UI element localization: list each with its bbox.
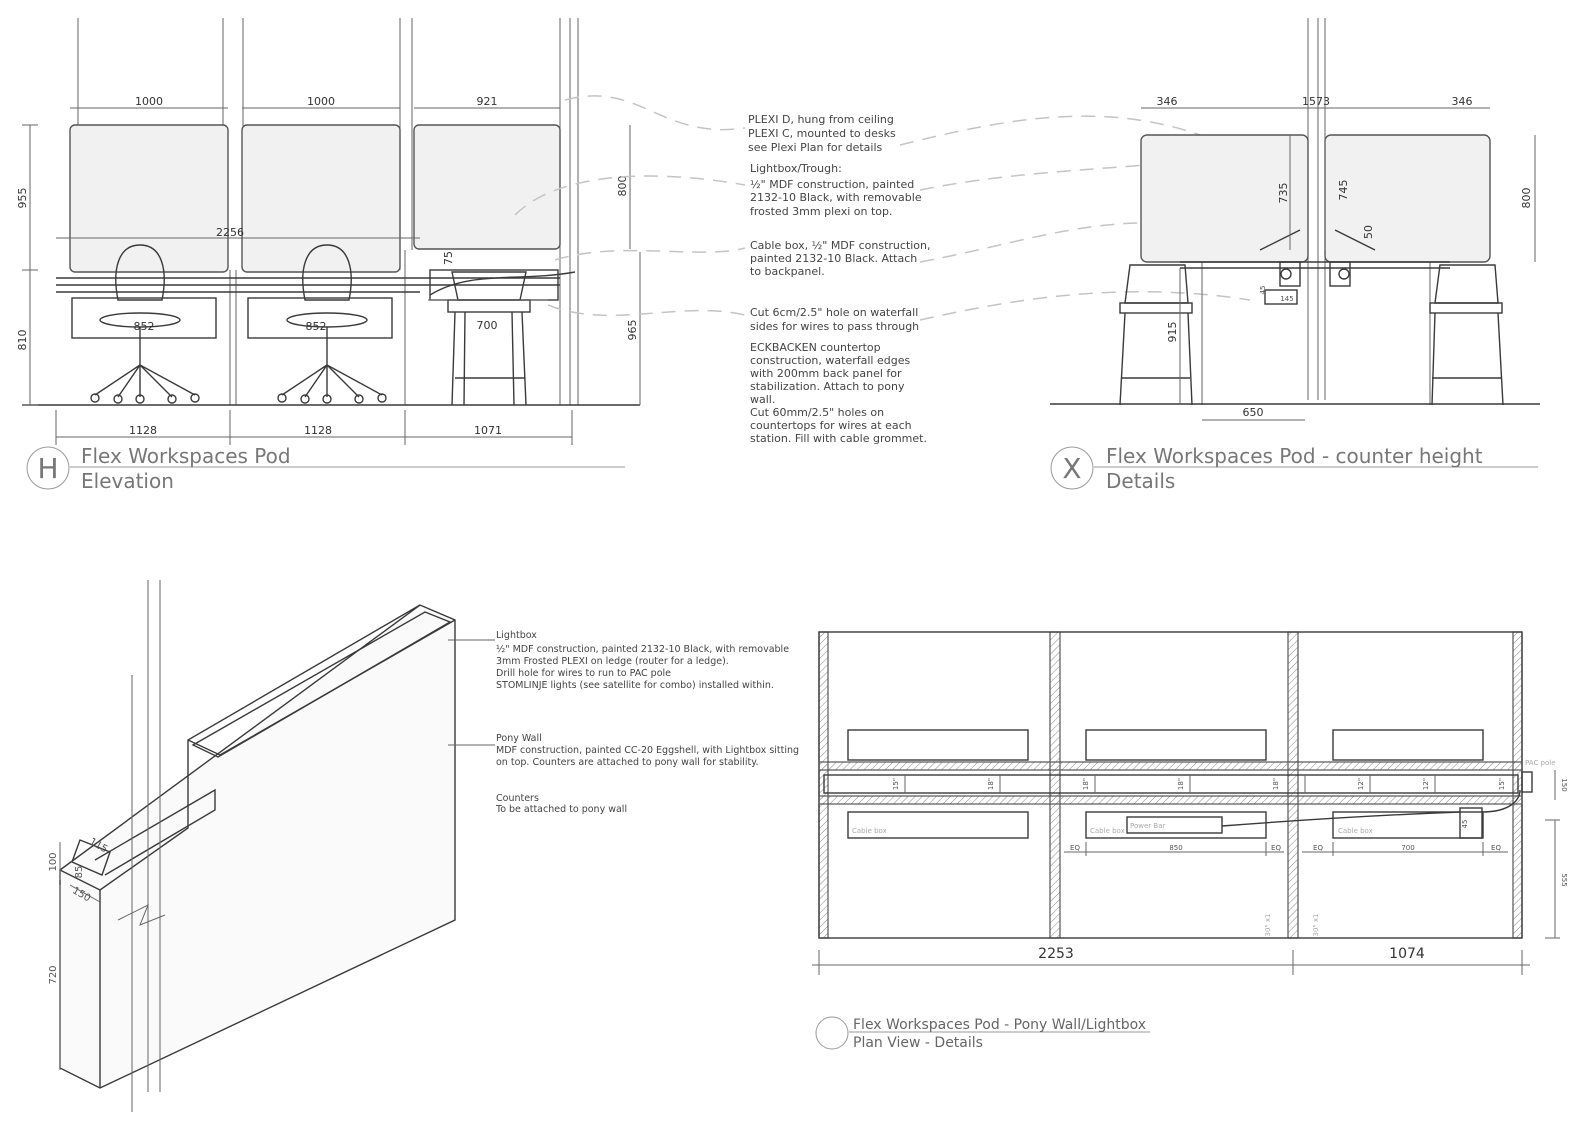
- stool-elevation: [448, 272, 530, 405]
- iso-note-lightbox-4: Drill hole for wires to run to PAC pole: [496, 668, 672, 679]
- dim-lower-height: 810: [16, 329, 29, 351]
- cable-box-label-b: Cable box: [1090, 827, 1125, 835]
- dim-top-b: 1000: [307, 95, 335, 108]
- details-title: Flex Workspaces Pod - counter height: [1106, 444, 1483, 468]
- details-dim-right: 346: [1451, 95, 1473, 108]
- dim-top-c: 921: [476, 95, 498, 108]
- power-bar-label: Power Bar: [1130, 822, 1166, 830]
- details-dim-mid: 1573: [1302, 95, 1330, 108]
- section-marker-plan: [816, 1017, 848, 1049]
- light-label-6: 12": [1357, 777, 1365, 791]
- light-label-1: 15": [892, 777, 900, 791]
- note-eck-3: with 200mm back panel for: [750, 367, 902, 380]
- dim-bottom-b: 1128: [304, 424, 332, 437]
- eq-label-2: EQ: [1271, 844, 1281, 852]
- pony-wall-top: [819, 762, 1522, 770]
- details-dim-left: 346: [1156, 95, 1178, 108]
- vertical-label-2: 30" x1: [1312, 913, 1320, 937]
- plan-view: [812, 632, 1568, 1051]
- details-dim-915: 915: [1166, 321, 1179, 343]
- eq-label-3: EQ: [1313, 844, 1323, 852]
- plan-outline: [819, 632, 1522, 938]
- note-lightbox-3: 2132-10 Black, with removable: [750, 191, 922, 204]
- note-eck-2: construction, waterfall edges: [750, 354, 911, 367]
- note-cable-1: Cable box, ½" MDF construction,: [750, 239, 931, 252]
- pac-pole-plan: [1522, 772, 1532, 792]
- dim-counter-height: 965: [626, 319, 639, 341]
- plan-dim-700: 700: [1401, 844, 1415, 852]
- dim-small: 75: [442, 251, 455, 265]
- note-cable-2: painted 2132-10 Black. Attach: [750, 252, 918, 265]
- iso-dim-720: 720: [48, 965, 59, 985]
- plan-dim-555: 555: [1560, 873, 1568, 887]
- isometric-view: [48, 580, 799, 1112]
- light-label-5: 18": [1272, 777, 1280, 791]
- note-plexi-2: PLEXI C, mounted to desks: [748, 127, 896, 140]
- vertical-label-1: 30" x1: [1264, 913, 1272, 937]
- plan-desks-top: [848, 730, 1483, 760]
- iso-note-lightbox-5: STOMLINJE lights (see satellite for combo) installed within.: [496, 680, 774, 691]
- iso-note-counters-1: Counters: [496, 793, 539, 804]
- iso-note-lightbox-2: ½" MDF construction, painted 2132-10 Black, with removable: [496, 644, 790, 655]
- details-view: [1050, 18, 1540, 493]
- cable-line: [430, 272, 575, 295]
- section-marker-x-letter: X: [1062, 452, 1082, 485]
- note-eck-5: wall.: [750, 393, 776, 406]
- note-cable-3: to backpanel.: [750, 265, 825, 278]
- details-dim-45: 45: [1259, 285, 1267, 295]
- eq-label-1: EQ: [1070, 844, 1080, 852]
- plan-dim-150: 150: [1560, 778, 1568, 792]
- plan-dim-850: 850: [1169, 844, 1183, 852]
- plexi-panel-1: [70, 125, 228, 272]
- details-dim-650: 650: [1242, 406, 1264, 419]
- note-plexi-3: see Plexi Plan for details: [748, 141, 883, 154]
- dim-bottom-c: 1071: [474, 424, 502, 437]
- dim-desk-b: 852: [305, 320, 327, 333]
- details-dim-735: 735: [1277, 182, 1290, 204]
- iso-dim-85: 85: [74, 865, 85, 879]
- iso-note-lightbox-3: 3mm Frosted PLEXI on ledge (router for a ledge).: [496, 656, 729, 667]
- light-label-3: 18": [1082, 777, 1090, 791]
- note-eck-6: Cut 60mm/2.5" holes on: [750, 406, 885, 419]
- note-eck-7: countertops for wires at each: [750, 419, 912, 432]
- cable-box-label-c: Cable box: [1338, 827, 1373, 835]
- plan-cable-boxes: [848, 808, 1483, 838]
- details-stool-right: [1430, 265, 1503, 405]
- elevation-notes: [748, 113, 931, 445]
- iso-dim-150: 150: [70, 885, 93, 905]
- iso-dim-100: 100: [48, 852, 59, 872]
- note-lightbox-2: ½" MDF construction, painted: [750, 178, 915, 191]
- note-eck-1: ECKBACKEN countertop: [750, 341, 881, 354]
- iso-note-lightbox-1: Lightbox: [496, 630, 537, 641]
- dim-upper-height: 955: [16, 187, 29, 209]
- details-dim-50: 50: [1362, 225, 1375, 239]
- elevation-title: Flex Workspaces Pod: [81, 444, 291, 468]
- details-dim-145: 145: [1280, 295, 1294, 303]
- note-eck-4: stabilization. Attach to pony: [750, 380, 905, 393]
- light-label-8: 15": [1498, 777, 1506, 791]
- light-segments: [905, 775, 1435, 793]
- details-dim-745: 745: [1337, 179, 1350, 201]
- light-label-2: 18": [987, 777, 995, 791]
- light-label-4: 18": [1177, 777, 1185, 791]
- plan-title: Flex Workspaces Pod - Pony Wall/Lightbox: [853, 1017, 1147, 1033]
- iso-dim-115: 115: [87, 836, 110, 856]
- note-hole-2: sides for wires to pass through: [750, 320, 920, 333]
- elevation-subtitle: Elevation: [81, 469, 174, 493]
- plan-dim-right-width: 1074: [1389, 946, 1425, 962]
- dim-stool: 700: [476, 319, 498, 332]
- lightbox-strip: [824, 775, 1518, 793]
- details-subtitle: Details: [1106, 469, 1176, 493]
- note-lightbox-4: frosted 3mm plexi on top.: [750, 205, 893, 218]
- pony-wall-bottom: [819, 796, 1522, 804]
- dim-plexi-height: 800: [616, 175, 629, 197]
- note-eck-8: station. Fill with cable grommet.: [750, 432, 927, 445]
- pac-pole-label: PAC pole: [1525, 759, 1556, 767]
- cable-box-label-a: Cable box: [852, 827, 887, 835]
- note-plexi-1: PLEXI D, hung from ceiling: [748, 113, 894, 126]
- section-marker-h-letter: H: [37, 452, 59, 485]
- plan-wall-mid-1: [1050, 632, 1060, 938]
- dim-desk-a: 852: [133, 320, 155, 333]
- iso-note-counters-2: To be attached to pony wall: [496, 804, 628, 815]
- plan-dim-45: 45: [1461, 819, 1469, 829]
- eq-label-4: EQ: [1491, 844, 1501, 852]
- details-dim-800: 800: [1520, 187, 1533, 209]
- plexi-panel-3: [414, 125, 560, 249]
- iso-note-pony-3: on top. Counters are attached to pony wall for stability.: [496, 757, 759, 768]
- light-label-7: 12": [1422, 777, 1430, 791]
- plan-eq-dims: [1064, 842, 1508, 856]
- plan-dim-left-width: 2253: [1038, 946, 1074, 962]
- dim-top-a: 1000: [135, 95, 163, 108]
- dim-bottom-a: 1128: [129, 424, 157, 437]
- plan-wall-mid-2: [1288, 632, 1298, 938]
- iso-note-pony-1: Pony Wall: [496, 733, 542, 744]
- details-stool-left: [1120, 265, 1192, 405]
- plexi-panel-2: [242, 125, 400, 272]
- dim-span: 2256: [216, 226, 244, 239]
- plan-subtitle: Plan View - Details: [853, 1035, 983, 1051]
- elevation-view: [16, 18, 640, 493]
- note-lightbox-1: Lightbox/Trough:: [750, 162, 842, 175]
- pony-wall-iso: [60, 605, 455, 1088]
- note-hole-1: Cut 6cm/2.5" hole on waterfall: [750, 306, 919, 319]
- iso-note-pony-2: MDF construction, painted CC-20 Eggshell, with Lightbox sitting: [496, 745, 800, 756]
